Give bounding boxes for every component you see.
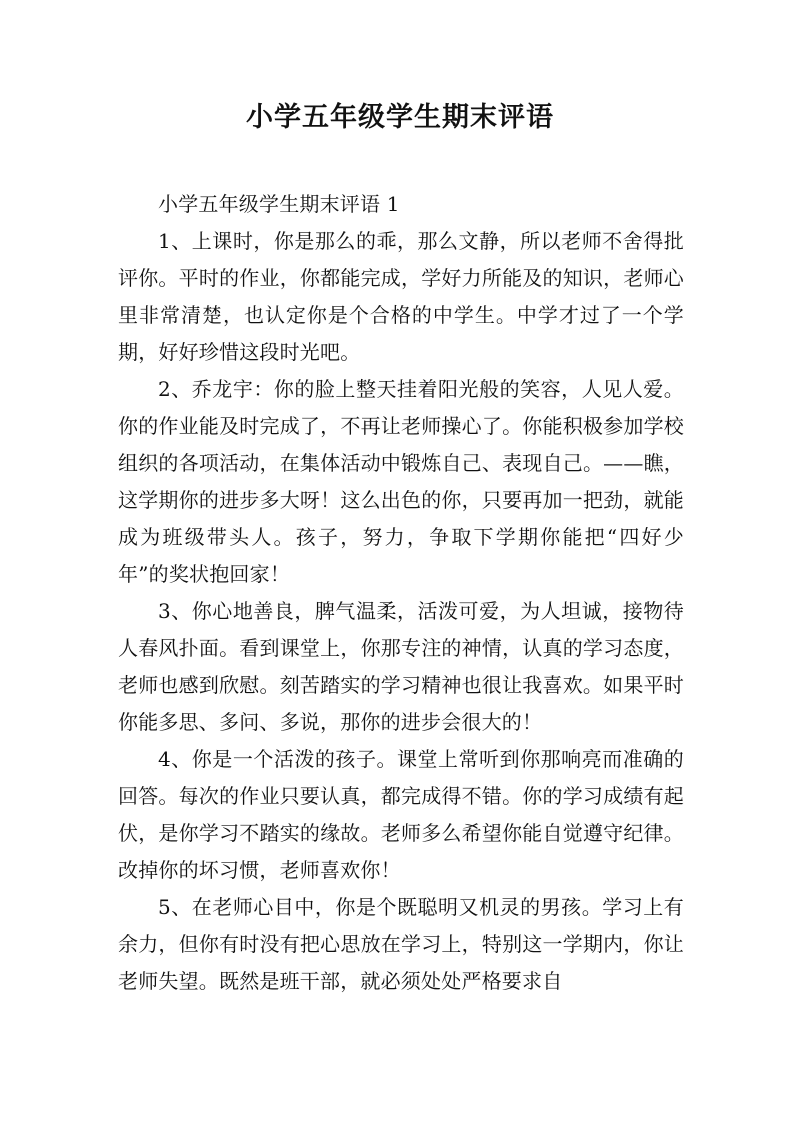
section-heading: 小学五年级学生期末评语 1 [158, 192, 400, 216]
paragraph-3: 3、你心地善良，脾气温柔，活泼可爱，为人坦诚，接物待人春风扑面。看到课堂上，你那专注的神情，认真的学习态度，老师也感到欣慰。刻苦踏实的学习精神也很让我喜欢。如果平时你能多思、多问、多说，那你的进步会很大的！ [118, 599, 684, 734]
paragraph-1: 1、上课时，你是那么的乖，那么文静，所以老师不舍得批评你。平时的作业，你都能完成，学好力所能及的知识，老师心里非常清楚，也认定你是个合格的中学生。中学才过了一个学期，好好珍惜这段时光吧。 [118, 229, 684, 364]
document-title: 小学五年级学生期末评语 [246, 102, 554, 133]
paragraph-4: 4、你是一个活泼的孩子。课堂上常听到你那响亮而准确的回答。每次的作业只要认真，都完成得不错。你的学习成绩有起伏，是你学习不踏实的缘故。老师多么希望你能自觉遵守纪律。改掉你的坏习惯，老师喜欢你！ [118, 747, 684, 882]
paragraph-5: 5、在老师心目中，你是个既聪明又机灵的男孩。学习上有余力，但你有时没有把心思放在学习上，特别这一学期内，你让老师失望。既然是班干部，就必须处处严格要求自 [118, 895, 684, 993]
document-body [118, 186, 684, 1000]
paragraph-2: 2、乔龙宇：你的脸上整天挂着阳光般的笑容，人见人爱。你的作业能及时完成了，不再让老师操心了。你能积极参加学校组织的各项活动，在集体活动中锻炼自己、表现自己。——瞧，这学期你的进步多大呀！这么出色的你，只要再加一把劲，就能成为班级带头人。孩子，努力，争取下学期你能把“四好少年”的奖状抱回家！ [118, 377, 684, 586]
